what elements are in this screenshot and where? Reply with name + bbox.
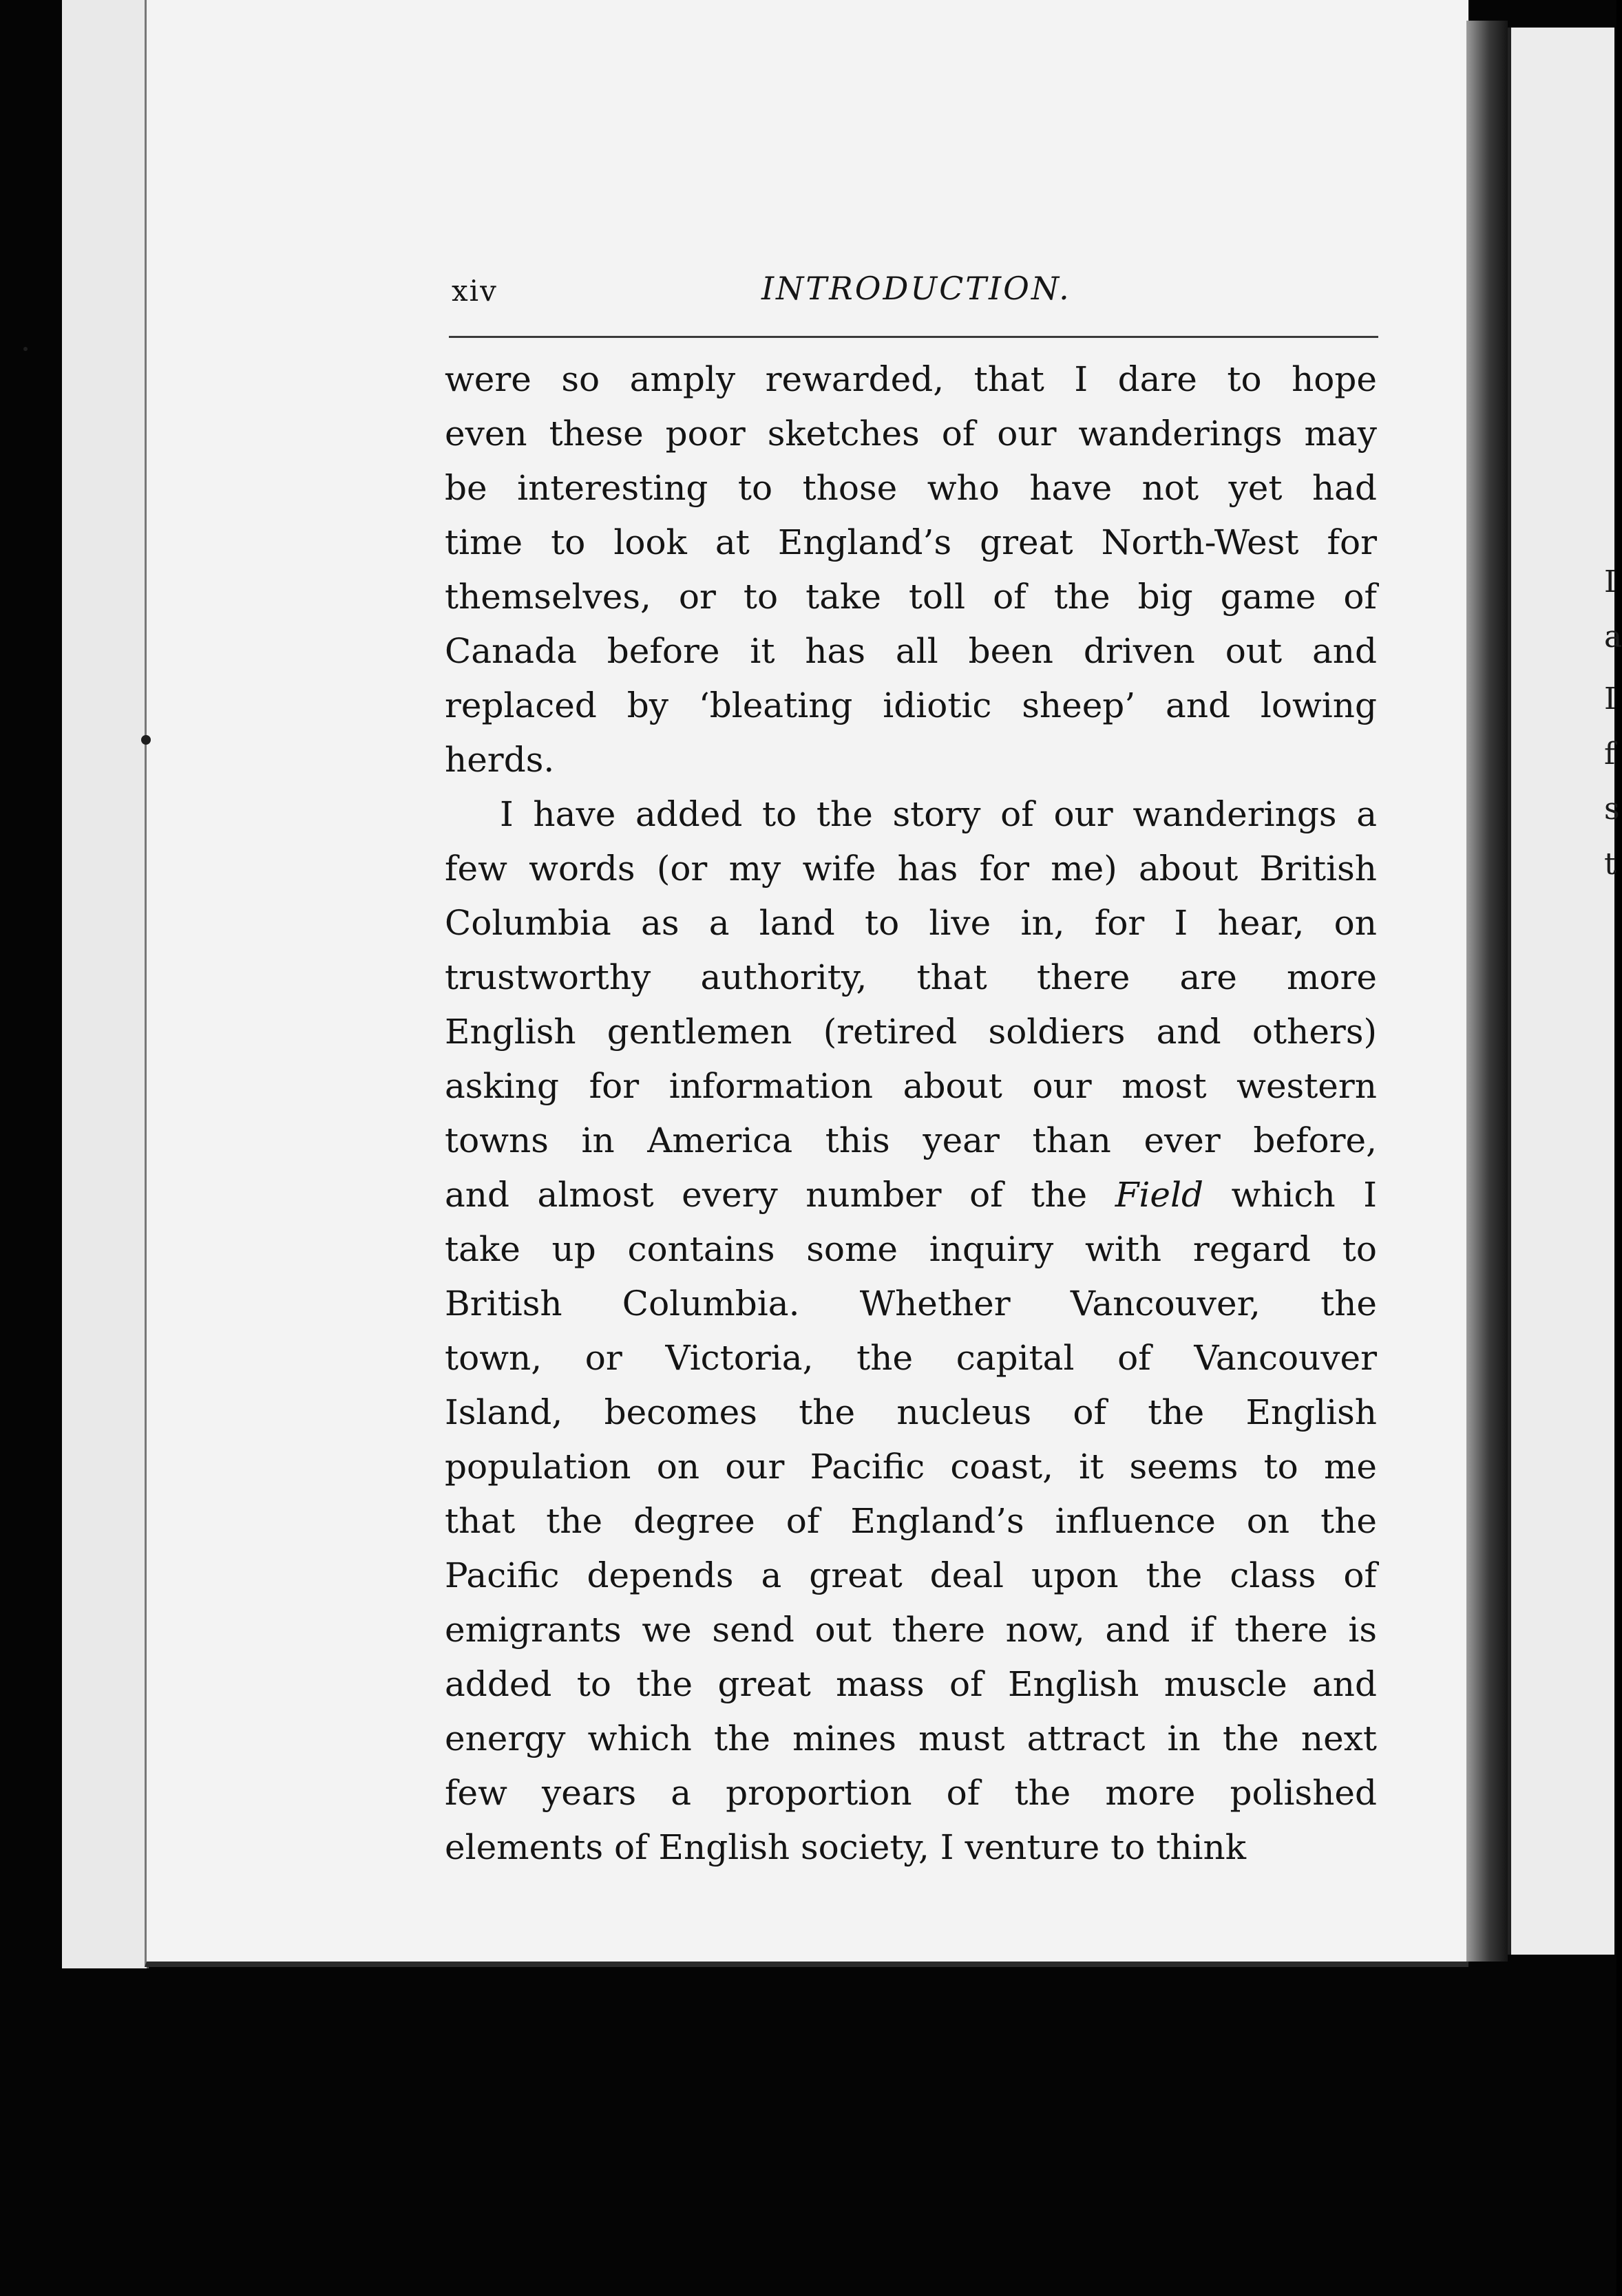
text-line: English gentlemen (retired soldiers and others) [445, 1012, 1377, 1052]
next-page-char: f [1604, 736, 1616, 772]
text-line: added to the great mass of English muscle and [445, 1664, 1377, 1704]
text-line: be interesting to those who have not yet had [445, 468, 1377, 508]
page-number: xiv [452, 274, 498, 308]
text-line: and almost every number of the Field which I [445, 1175, 1377, 1215]
text-line: Columbia as a land to live in, for I hear, on [445, 903, 1377, 943]
next-page-char: t [1604, 847, 1616, 882]
text-line: herds. [445, 740, 555, 780]
body-text [445, 352, 1377, 1875]
page-edge [62, 0, 92, 1968]
text-line: were so amply rewarded, that I dare to hope [445, 359, 1377, 399]
text-line: towns in America this year than ever before, [445, 1120, 1377, 1160]
text-line: British Columbia. Whether Vancouver, the [445, 1284, 1377, 1324]
text-line: I have added to the story of our wanderings a [500, 794, 1377, 834]
text-line: themselves, or to take toll of the big game of [445, 577, 1377, 617]
italic-title: Field [1115, 1175, 1203, 1215]
text-line: population on our Pacific coast, it seems to me [445, 1447, 1377, 1487]
page-edge [89, 0, 109, 1968]
text-line: Island, becomes the nucleus of the English [445, 1392, 1377, 1432]
page-gutter [1466, 21, 1508, 1962]
text-line: few words (or my wife has for me) about British [445, 849, 1377, 889]
next-page-char: s [1604, 791, 1620, 827]
text-line: Pacific depends a great deal upon the class of [445, 1555, 1377, 1595]
next-page-edge [1508, 28, 1614, 1955]
text-line: time to look at England’s great North-West for [445, 522, 1377, 562]
text-line: elements of English society, I venture to think [445, 1827, 1247, 1867]
text-line: asking for information about our most western [445, 1066, 1377, 1106]
text-line: even these poor sketches of our wanderings may [445, 414, 1377, 454]
header-rule [449, 336, 1378, 338]
text-line: emigrants we send out there now, and if there is [445, 1610, 1377, 1650]
text-line: replaced by ‘bleating idiotic sheep’ and lowing [445, 685, 1377, 725]
running-head: INTRODUCTION. [761, 270, 1071, 307]
text-line: take up contains some inquiry with regard to [445, 1229, 1377, 1269]
page-header [452, 270, 1381, 318]
text-line: town, or Victoria, the capital of Vancouver [445, 1338, 1377, 1378]
margin-speck [23, 347, 28, 351]
text-line: few years a proportion of the more polished [445, 1773, 1377, 1813]
next-page-char: a [1604, 619, 1622, 655]
text-line: energy which the mines must attract in the next [445, 1719, 1377, 1758]
text-line: Canada before it has all been driven out and [445, 631, 1377, 671]
next-page-char: I [1604, 564, 1616, 599]
text-line: that the degree of England’s influence on the [445, 1501, 1377, 1541]
text-line: trustworthy authority, that there are more [445, 957, 1377, 997]
margin-speck [141, 735, 151, 745]
next-page-char: I [1604, 681, 1616, 716]
